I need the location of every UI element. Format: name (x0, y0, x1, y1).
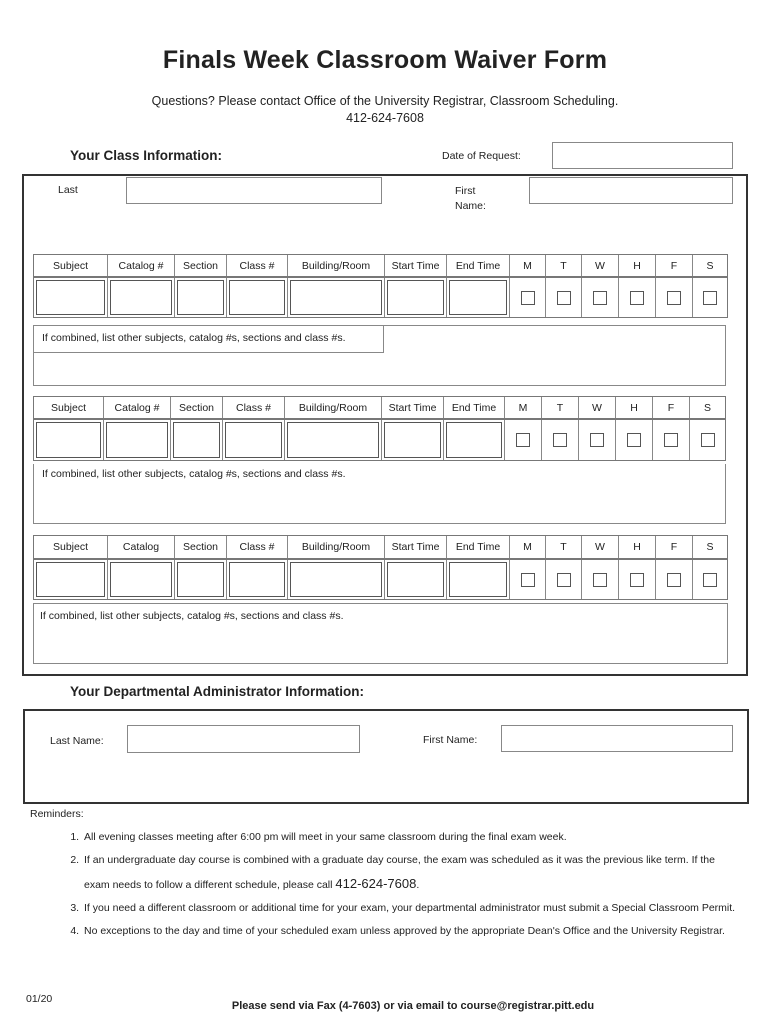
col-class: Class # (227, 255, 288, 276)
tuesday-checkbox[interactable] (557, 291, 571, 305)
reminder-text: If an undergraduate day course is combined with a graduate day course, the exam was scheduled as it was the previous like term. If the exam needs to follow a different schedule, please call (84, 854, 715, 891)
date-of-request-input[interactable] (552, 142, 733, 169)
first-name-input[interactable] (529, 177, 733, 204)
contact-phone: 412-624-7608 (346, 111, 424, 125)
admin-info-box (23, 709, 749, 804)
first-name-label-line1: First (455, 185, 476, 197)
admin-info-heading: Your Departmental Administrator Information: (70, 684, 365, 699)
tuesday-checkbox[interactable] (557, 573, 571, 587)
last-name-label: Last (58, 184, 78, 196)
class-number-input[interactable] (229, 562, 285, 597)
col-monday: M (510, 536, 546, 558)
col-saturday: S (703, 401, 711, 414)
col-class: Class # (223, 397, 285, 418)
form-version: 01/20 (26, 993, 53, 1005)
last-name-input[interactable] (126, 177, 382, 204)
subject-input[interactable] (36, 422, 101, 458)
monday-checkbox[interactable] (521, 291, 535, 305)
friday-checkbox[interactable] (664, 433, 678, 447)
building-room-input[interactable] (290, 562, 382, 597)
reminders-list (62, 826, 742, 943)
class-number-input[interactable] (229, 280, 285, 315)
thursday-checkbox[interactable] (630, 291, 644, 305)
combined-label: If combined, list other subjects, catalog #s, sections and class #s. (42, 332, 346, 344)
combined-classes-field-3[interactable] (33, 603, 728, 664)
admin-last-name-label: Last Name: (50, 735, 104, 747)
col-class: Class # (227, 536, 288, 558)
section-input[interactable] (177, 562, 224, 597)
monday-checkbox[interactable] (516, 433, 530, 447)
class-block-3-header (33, 535, 728, 559)
reminder-text: No exceptions to the day and time of your scheduled exam unless approved by the appropriate Dean's Office and the University Registrar. (84, 925, 725, 937)
col-subject: Subject (34, 397, 104, 418)
thursday-checkbox[interactable] (627, 433, 641, 447)
wednesday-checkbox[interactable] (593, 573, 607, 587)
admin-first-name-label: First Name: (423, 734, 478, 746)
friday-checkbox[interactable] (667, 291, 681, 305)
col-catalog: Catalog # (108, 255, 175, 276)
reminder-text: If you need a different classroom or additional time for your exam, your departmental administrator must submit a Special Classroom Permit. (84, 902, 736, 914)
col-thursday: H (619, 255, 656, 276)
col-start-time: Start Time (382, 397, 444, 418)
col-section: Section (175, 536, 227, 558)
combined-label: If combined, list other subjects, catalog #s, sections and class #s. (40, 610, 344, 622)
date-of-request-label: Date of Request: (442, 150, 521, 162)
col-building-room: Building/Room (288, 536, 385, 558)
col-monday: M (510, 255, 546, 276)
class-info-heading: Your Class Information: (70, 148, 223, 163)
col-monday: M (505, 397, 542, 418)
reminder-tail: . (416, 879, 420, 891)
admin-first-name-input[interactable] (501, 725, 733, 752)
subject-input[interactable] (36, 562, 105, 597)
friday-checkbox[interactable] (667, 573, 681, 587)
class-block-1-header (33, 254, 728, 277)
wednesday-checkbox[interactable] (590, 433, 604, 447)
col-end-time: End Time (444, 397, 505, 418)
subject-input[interactable] (36, 280, 105, 315)
col-tuesday: T (546, 255, 582, 276)
catalog-input[interactable] (110, 562, 172, 597)
col-tuesday: T (542, 397, 579, 418)
col-friday: F (653, 397, 690, 418)
col-building-room: Building/Room (288, 255, 385, 276)
section-input[interactable] (173, 422, 220, 458)
saturday-checkbox[interactable] (703, 573, 717, 587)
start-time-input[interactable] (387, 280, 444, 315)
end-time-input[interactable] (446, 422, 502, 458)
col-thursday: H (616, 397, 653, 418)
col-thursday: H (619, 536, 656, 558)
col-friday: F (656, 536, 693, 558)
col-building-room: Building/Room (285, 397, 382, 418)
col-catalog: Catalog (108, 536, 175, 558)
thursday-checkbox[interactable] (630, 573, 644, 587)
end-time-input[interactable] (449, 280, 507, 315)
reminder-item (82, 826, 742, 849)
col-section: Section (171, 397, 223, 418)
divider (383, 326, 384, 352)
col-subject: Subject (34, 255, 108, 276)
building-room-input[interactable] (287, 422, 379, 458)
first-name-label-line2: Name: (455, 200, 486, 212)
col-wednesday: W (582, 255, 619, 276)
saturday-checkbox[interactable] (703, 291, 717, 305)
end-time-input[interactable] (449, 562, 507, 597)
class-block-2-inputs (33, 419, 726, 461)
col-end-time: End Time (447, 536, 510, 558)
class-block-3-inputs (33, 559, 728, 600)
catalog-input[interactable] (106, 422, 168, 458)
col-start-time: Start Time (385, 255, 447, 276)
col-start-time: Start Time (385, 536, 447, 558)
reminder-item (82, 920, 742, 943)
start-time-input[interactable] (387, 562, 444, 597)
col-end-time: End Time (447, 255, 510, 276)
combined-classes-field-1[interactable] (33, 325, 726, 386)
first-name-label (455, 184, 486, 214)
reminder-item (82, 897, 742, 920)
class-block-1-inputs (33, 277, 728, 318)
class-number-input[interactable] (225, 422, 282, 458)
tuesday-checkbox[interactable] (553, 433, 567, 447)
submission-instructions: Please send via Fax (4-7603) or via email to course@registrar.pitt.edu (231, 1000, 595, 1012)
reminder-item (82, 849, 742, 897)
combined-classes-field-2[interactable] (33, 464, 726, 524)
section-input[interactable] (177, 280, 224, 315)
col-section: Section (175, 255, 227, 276)
col-saturday: S (706, 541, 714, 553)
contact-line: Questions? Please contact Office of the University Registrar, Classroom Scheduling. (151, 94, 619, 108)
combined-label: If combined, list other subjects, catalog #s, sections and class #s. (42, 468, 346, 480)
class-block-2-header (33, 396, 726, 419)
wednesday-checkbox[interactable] (593, 291, 607, 305)
col-friday: F (656, 255, 693, 276)
col-wednesday: W (579, 397, 616, 418)
col-subject: Subject (34, 536, 108, 558)
reminder-text: All evening classes meeting after 6:00 pm will meet in your same classroom during the final exam week. (84, 831, 567, 843)
reminders-title: Reminders: (30, 808, 84, 820)
admin-last-name-input[interactable] (127, 725, 360, 753)
start-time-input[interactable] (384, 422, 441, 458)
divider (34, 352, 384, 353)
saturday-checkbox[interactable] (701, 433, 715, 447)
col-tuesday: T (546, 536, 582, 558)
reminder-phone: 412-624-7608 (335, 876, 417, 891)
monday-checkbox[interactable] (521, 573, 535, 587)
catalog-input[interactable] (110, 280, 172, 315)
form-title: Finals Week Classroom Waiver Form (162, 46, 608, 74)
col-wednesday: W (582, 536, 619, 558)
col-saturday: S (706, 259, 714, 272)
col-catalog: Catalog # (104, 397, 171, 418)
building-room-input[interactable] (290, 280, 382, 315)
